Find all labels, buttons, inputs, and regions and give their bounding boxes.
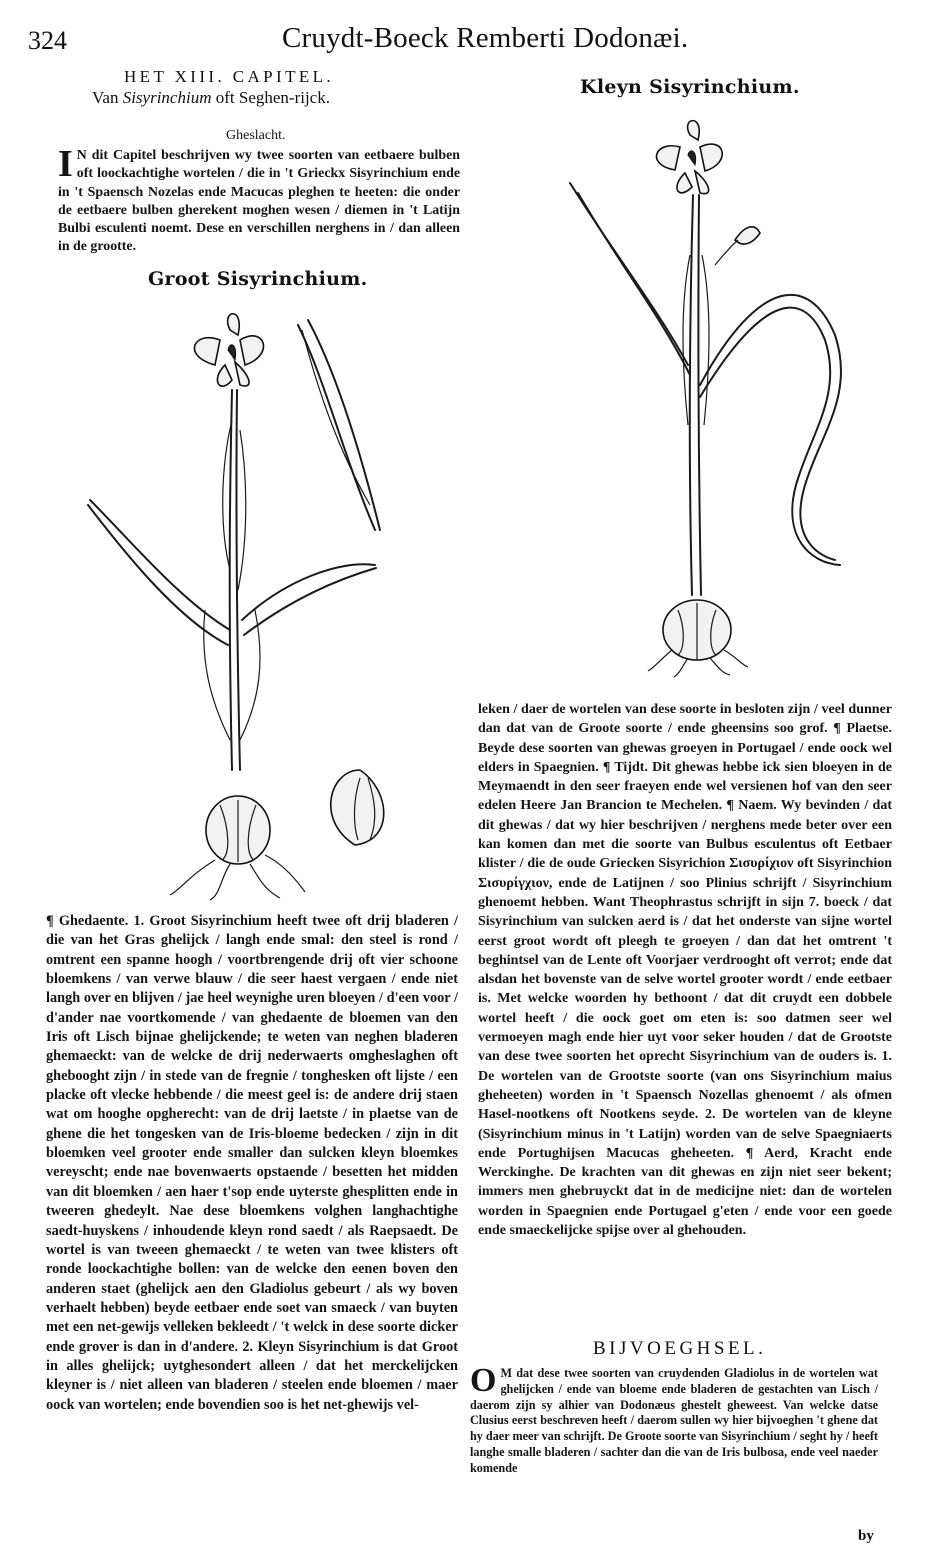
chapter-title-prefix: Van bbox=[92, 88, 119, 107]
large-sisyrinchium-illustration bbox=[70, 300, 430, 900]
intro-text: N dit Capitel beschrijven wy twee soorten van eetbaere bulben oft loockachtighe wortelen / die in 't Grieckx Sisyrinchium ende in 't Spaensch Nozelas ende Macucas pleghen te heeten: die onder de eetbaere bulben gherekent moghen wesen / diemen in 't Latijn Bulbi esculenti noemt. Dese en verschillen nerghens in / dan alleen in de grootte. bbox=[58, 148, 460, 255]
chapter-title-suffix: oft Seghen-rijck. bbox=[215, 88, 330, 107]
small-sisyrinchium-illustration bbox=[560, 105, 870, 685]
left-column-body: ¶ Ghedaente. 1. Groot Sisyrinchium heeft twee oft drij bladeren / die van het Gras ghelijck / langh ende smal: den steel is rond / omtrent een spanne hoogh / voortbrengende drij oft vier schoone bloemkens / van verwe blauw / die seer haest vergaen / ende niet langh over en blijven / jae heel weynighe uren bloeyen / d'een voor / d'ander nae voortkomende / van ghedaente de bloemen van den Iris oft Lisch bijnae ghelijckende; te weten van neghen bladeren ghemaeckt: van de welcke de drij nederwaerts omgheslaghen oft ghebooght zijn / in stede van de fregnie / tonghesken oft lijste / een placke oft vlecke hebbende / die meest geel is: de andere drij staen wat om hooghe opgherecht: van de drij laetste / in plaetse van de ghene die het tongesken van de Iris-bloeme bedecken / zijn in dit bloemken veel grooter ende smaller dan sulcken kleyn bloemkes vereyscht; ende nae bovenwaerts opstaende / besetten het midden van dit bloemken / aen haer t'sop ende uyterste ghesplitten ende in tweeren ghedeylt. Nae dese bloemkens volghen langhachtighe saedt-huyskens / inhoudende kleyn rond saedt / als Raepsaedt. De wortel is van tweeen ghemaeckt / te weten van twee klisters oft ronde loockachtighe bollen: van de welcke den eenen boven den anderen staet (ghelijck aen den Gladiolus gebeurt / als wy boven verhaelt hebben) beyde eetbaer ende soet van smaeck / van buyten met een net-gewijs velleken bekleedt / 't welck in dese soorte dicker ende grover is dan in d'andere. 2. Kleyn Sisyrinchium is dat Groot in alles ghelijck; uytghesondert alleen / dat het merckelijcken kleyner is / niet alleen van bladeren / steelen ende bloemen / maer oock van wortelen; ende bovendien soo is het net-ghewijs vel- bbox=[46, 913, 458, 1413]
appendix-paragraph bbox=[470, 1362, 878, 1477]
appendix-title: BIJVOEGHSEL. bbox=[593, 1338, 767, 1359]
large-figure-caption: Groot Sisyrinchium. bbox=[148, 268, 368, 290]
page-number: 324 bbox=[28, 26, 67, 55]
chapter-number: HET XIII. CAPITEL. bbox=[124, 67, 335, 86]
section-label-geslacht: Gheslacht. bbox=[226, 128, 286, 143]
chapter-title bbox=[92, 88, 330, 108]
chapter-title-latin: Sisyrinchium bbox=[122, 88, 212, 107]
appendix-text: M dat dese twee soorten van cruydenden Gladiolus in de wortelen wat ghelijcken / ende van bloeme ende bladeren de gestachten van Lisch / daerom zijn sy alhier van Dodonæus ghestelt gheweest. Van welcke datse Clusius eerst beschreven heeft / daerom sullen wy hier bijvoeghen 't ghene dat hy daer meer van schrijft. De Groote soorte van Sisyrinchium / seght hy / heeft langhe smalle bladeren / sachter dan die van de Iris bulbosa, ende veel naeder komende bbox=[470, 1366, 878, 1475]
right-column-body: leken / daer de wortelen van dese soorte in besloten zijn / veel dunner dan dat van de Groote soorte / ende gheensins soo grof. ¶ Plaetse. Beyde dese soorten van ghewas groeyen in Portugael / ende oock wel elders in Spaegnien. ¶ Tijdt. Dit ghewas hebbe ick sien bloeyen in de Meymaendt in den seer fraeyen ende wel versienen hof van den seer edelen Heere Jan Brancion te Mechelen. ¶ Naem. Wy bevinden / dat dit ghewas / dat wy hier beschrijven / nerghens mede beter over een kan komen dan met die soorte van Bulbus esculentus oft Eetbaer klister / die de oude Griecken Sisyrichion Σισυρίχιον oft Sisyrinchion Σισυρίγχιον, ende de Latijnen / soo Plinius schrijft / Sisyrinchium ghenoemt hebben. Want Theophrastus schrijft in sijn 7. boeck / dat Sisyrinchium van sulcken aerd is / dat het onderste van sijne wortel eerst groot wordt oft pleegh te groeyen / dan dat het omtrent 't beghintsel van de Lente oft Voorjaer verdrooght oft verrot; ende dat alsdan het bovenste van de selve wortel grooter wordt / ende eetbaer is. Met welcke woorden hy bethoont / dat dit cruydt een dobbele wortel heeft / die oock goet om eten is: soo datmen seer wel vermoeyen magh ende hier uyt voor seker houden / dat de Grootste van dese twee soorten het oprecht Sisyrinchium van de ouders is. 1. De wortelen van de Grootste soorte (van ons Sisyrinchium maius gheheeten) worden in 't Spaensch Nozellas ghenoemt / als ofmen Hasel-nootkens oft Nootkens seyde. 2. De wortelen van de kleyne (Sisyrinchium minus in 't Latijn) worden van de selve Spaegniaerts ende Portughijsen Macucas gheheeten. ¶ Aerd, Kracht ende Werckinghe. De krachten van dit ghewas en zijn niet seer bekent; immers men ghebruyckt dat in de medicijne niet: dan de wortelen worden in Spaegnien ende Portugael g'eten / ende voor een goede ende smaeckelijcke spijse over al ghehouden. bbox=[478, 702, 892, 1239]
catchword: by bbox=[858, 1528, 874, 1544]
small-figure-caption: Kleyn Sisyrinchium. bbox=[580, 76, 800, 98]
running-title: Cruydt-Boeck Remberti Dodonæi. bbox=[282, 22, 689, 54]
appendix-dropcap: O bbox=[470, 1362, 497, 1399]
intro-paragraph bbox=[58, 143, 460, 257]
intro-dropcap: I bbox=[58, 143, 73, 185]
